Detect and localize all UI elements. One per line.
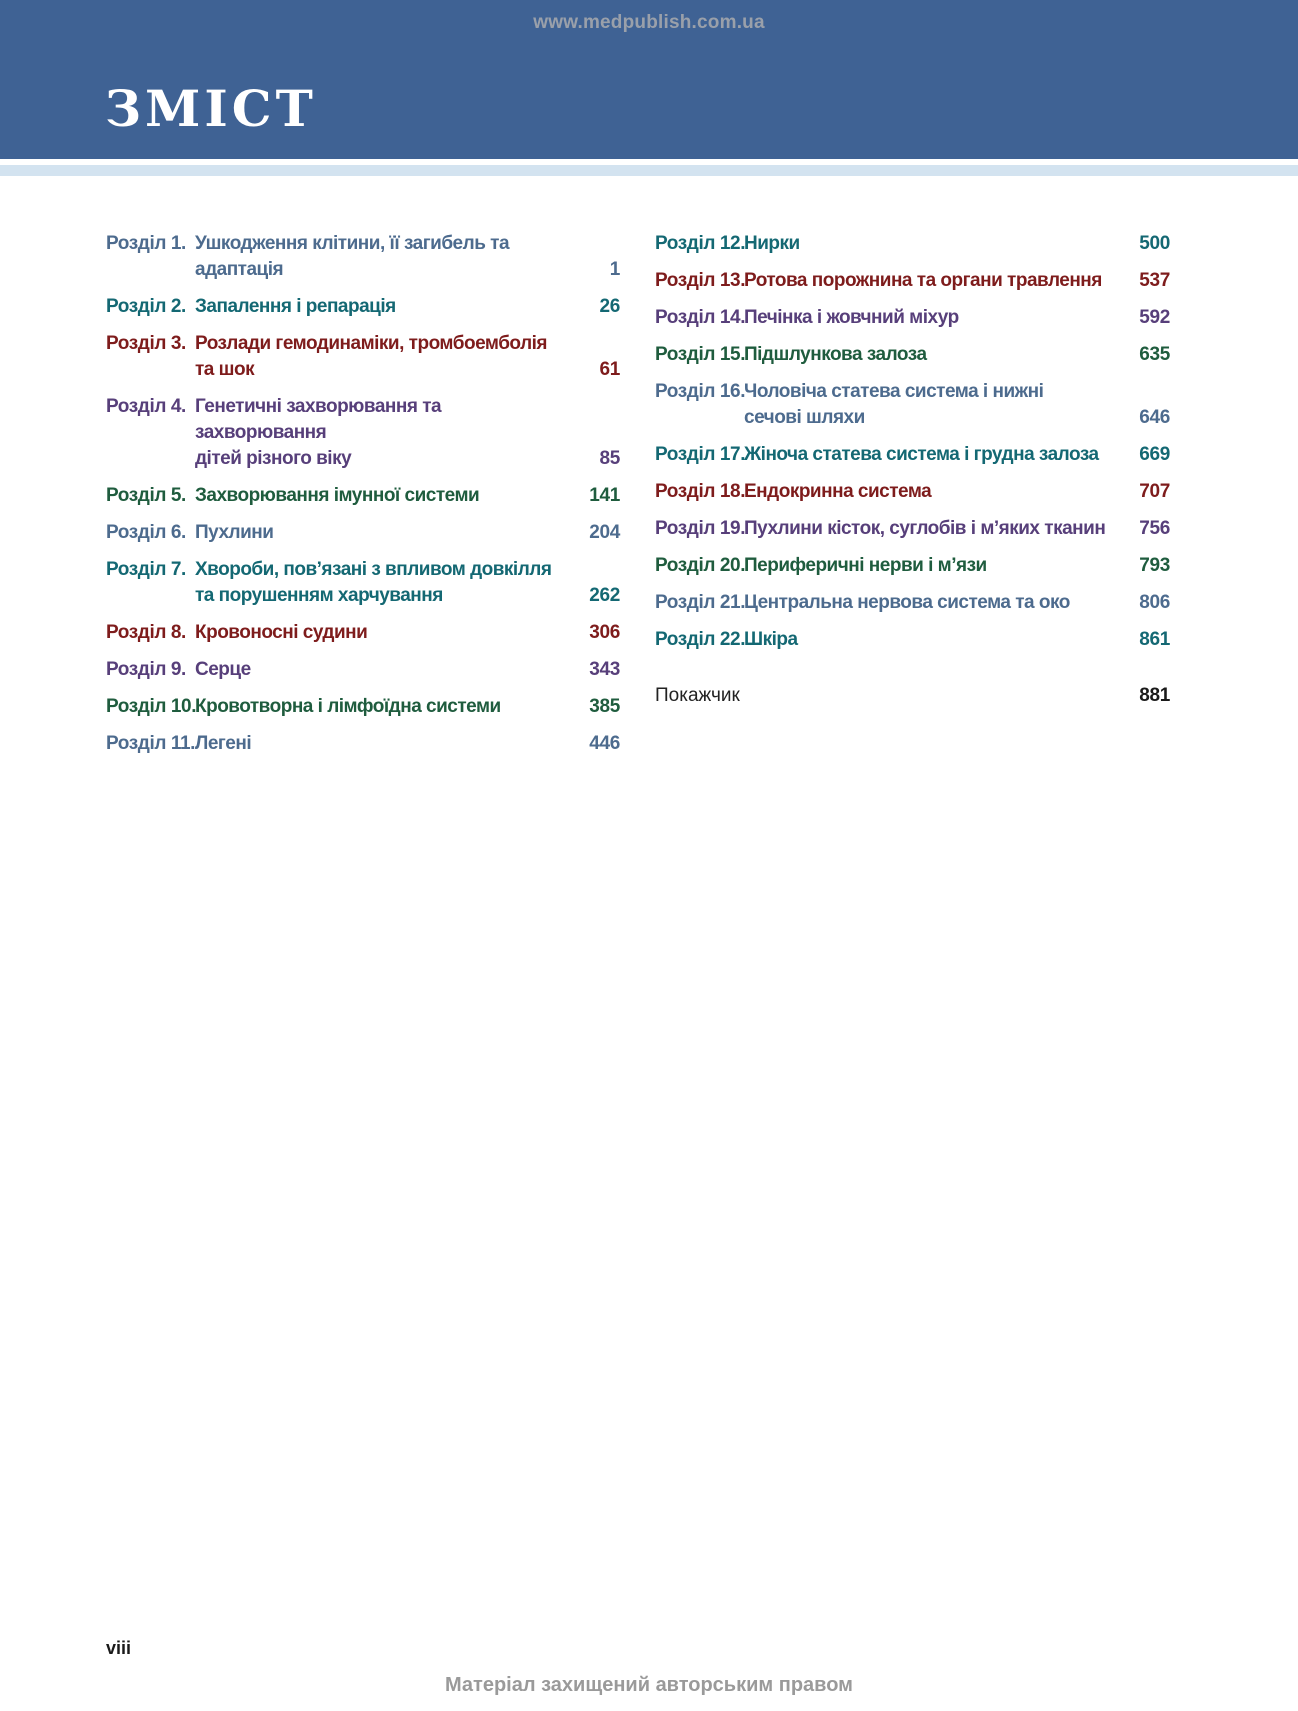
chapter-number: Розділ 3. [106, 333, 186, 354]
chapter-title [195, 331, 620, 383]
chapter-page: 385 [589, 696, 620, 717]
chapter-number: Розділ 5. [106, 485, 186, 506]
chapter-page: 500 [1139, 233, 1170, 254]
chapter-page: 592 [1139, 307, 1170, 328]
chapter-page: 635 [1139, 344, 1170, 365]
chapter-page: 446 [589, 733, 620, 754]
chapter-title: Кровотворна і лімфоїдна системи [195, 696, 501, 717]
toc-entry[interactable] [106, 557, 620, 609]
chapter-title: Запалення і репарація [195, 296, 396, 317]
chapter-page: 343 [589, 659, 620, 680]
chapter-title: Захворювання імунної системи [195, 485, 480, 506]
chapter-title: Жіноча статева система і грудна залоза [744, 444, 1099, 465]
chapter-page: 537 [1139, 270, 1170, 291]
toc-entry[interactable] [106, 394, 620, 472]
chapter-title [195, 394, 620, 472]
chapter-title: Пухлини кісток, суглобів і м’яких тканин [744, 518, 1106, 539]
chapter-number: Розділ 12. [655, 233, 746, 254]
chapter-title: Ротова порожнина та органи травлення [744, 270, 1102, 291]
toc-entry[interactable] [106, 620, 620, 646]
chapter-page: 61 [599, 359, 620, 380]
chapter-title: Печінка і жовчний міхур [744, 307, 959, 328]
header-stripe [0, 165, 1298, 176]
chapter-page: 861 [1139, 629, 1170, 650]
toc-entry[interactable] [655, 516, 1170, 542]
chapter-number: Розділ 9. [106, 659, 186, 680]
chapter-number: Розділ 4. [106, 396, 186, 417]
chapter-title: Ендокринна система [744, 481, 932, 502]
chapter-page: 806 [1139, 592, 1170, 613]
chapter-title: Центральна нервова система та око [744, 592, 1070, 613]
chapter-number: Розділ 13. [655, 270, 746, 291]
chapter-page: 306 [589, 622, 620, 643]
chapter-page: 669 [1139, 444, 1170, 465]
chapter-title-line: Хвороби, пов’язані з впливом довкілля [195, 559, 552, 580]
chapter-title-line: дітей різного віку [195, 448, 352, 469]
chapter-title: Підшлункова залоза [744, 344, 927, 365]
chapter-title-line: Чоловіча статева система і нижні [744, 381, 1044, 402]
toc-entry[interactable] [655, 231, 1170, 257]
chapter-title: Легені [195, 733, 252, 754]
toc-entry[interactable] [655, 442, 1170, 468]
chapter-page: 707 [1139, 481, 1170, 502]
page-number: viii [106, 1638, 132, 1658]
chapter-number: Розділ 15. [655, 344, 746, 365]
chapter-number: Розділ 2. [106, 296, 186, 317]
chapter-title: Ушкодження клітини, її загибель та адаптація [195, 233, 510, 280]
chapter-page: 262 [589, 585, 620, 606]
chapter-number: Розділ 1. [106, 233, 186, 254]
chapter-number: Розділ 20. [655, 555, 746, 576]
chapter-title: Периферичні нерви і м’язи [744, 555, 987, 576]
chapter-number: Розділ 22. [655, 629, 746, 650]
toc-entry[interactable] [655, 342, 1170, 368]
toc-entry[interactable] [655, 479, 1170, 505]
chapter-number: Розділ 11. [106, 733, 196, 754]
copyright-notice: Матеріал захищений авторським правом [445, 1674, 853, 1696]
toc-right-column [655, 231, 1170, 720]
toc-left-column [106, 231, 620, 768]
chapter-number: Розділ 10. [106, 696, 197, 717]
toc-entry[interactable] [655, 268, 1170, 294]
chapter-title-line: сечові шляхи [744, 407, 865, 428]
chapter-number: Розділ 19. [655, 518, 746, 539]
toc-entry[interactable] [106, 657, 620, 683]
chapter-title-line: та шок [195, 359, 255, 380]
index-title: Покажчик [655, 685, 740, 706]
toc-entry[interactable] [106, 731, 620, 757]
page-header [0, 0, 1298, 159]
chapter-page: 793 [1139, 555, 1170, 576]
chapter-title [195, 557, 620, 609]
chapter-title-line: та порушенням харчування [195, 585, 443, 606]
toc-entry[interactable] [655, 627, 1170, 653]
chapter-number: Розділ 14. [655, 307, 746, 328]
chapter-page: 756 [1139, 518, 1170, 539]
toc-entry[interactable] [655, 553, 1170, 579]
chapter-title: Кровоносні судини [195, 622, 368, 643]
chapter-page: 141 [589, 485, 620, 506]
toc-entry[interactable] [106, 483, 620, 509]
chapter-page: 204 [589, 522, 620, 543]
chapter-number: Розділ 7. [106, 559, 186, 580]
index-page: 881 [1139, 685, 1170, 706]
chapter-number: Розділ 21. [655, 592, 746, 613]
chapter-title: Пухлини [195, 522, 274, 543]
chapter-title: Шкіра [744, 629, 798, 650]
chapter-number: Розділ 17. [655, 444, 746, 465]
chapter-page: 26 [599, 296, 620, 317]
chapter-page: 646 [1139, 407, 1170, 428]
chapter-title [744, 379, 1170, 431]
toc-entry[interactable] [106, 331, 620, 383]
chapter-title: Нирки [744, 233, 800, 254]
chapter-number: Розділ 18. [655, 481, 746, 502]
toc-entry[interactable] [655, 379, 1170, 431]
chapter-page: 1 [609, 259, 620, 280]
toc-entry[interactable] [106, 694, 620, 720]
toc-index-entry[interactable] [655, 683, 1170, 709]
toc-entry[interactable] [106, 294, 620, 320]
chapter-number: Розділ 16. [655, 381, 746, 402]
chapter-page: 85 [599, 448, 620, 469]
toc-entry[interactable] [106, 231, 620, 283]
toc-entry[interactable] [106, 520, 620, 546]
chapter-number: Розділ 6. [106, 522, 186, 543]
toc-entry[interactable] [655, 305, 1170, 331]
chapter-title-line: Розлади гемодинаміки, тромбоемболія [195, 333, 547, 354]
page-title: ЗМІСТ [105, 79, 317, 138]
chapter-title-line: Генетичні захворювання та захворювання [195, 396, 442, 443]
chapter-title: Серце [195, 659, 251, 680]
toc-entry[interactable] [655, 590, 1170, 616]
site-url: www.medpublish.com.ua [533, 12, 765, 33]
chapter-number: Розділ 8. [106, 622, 186, 643]
